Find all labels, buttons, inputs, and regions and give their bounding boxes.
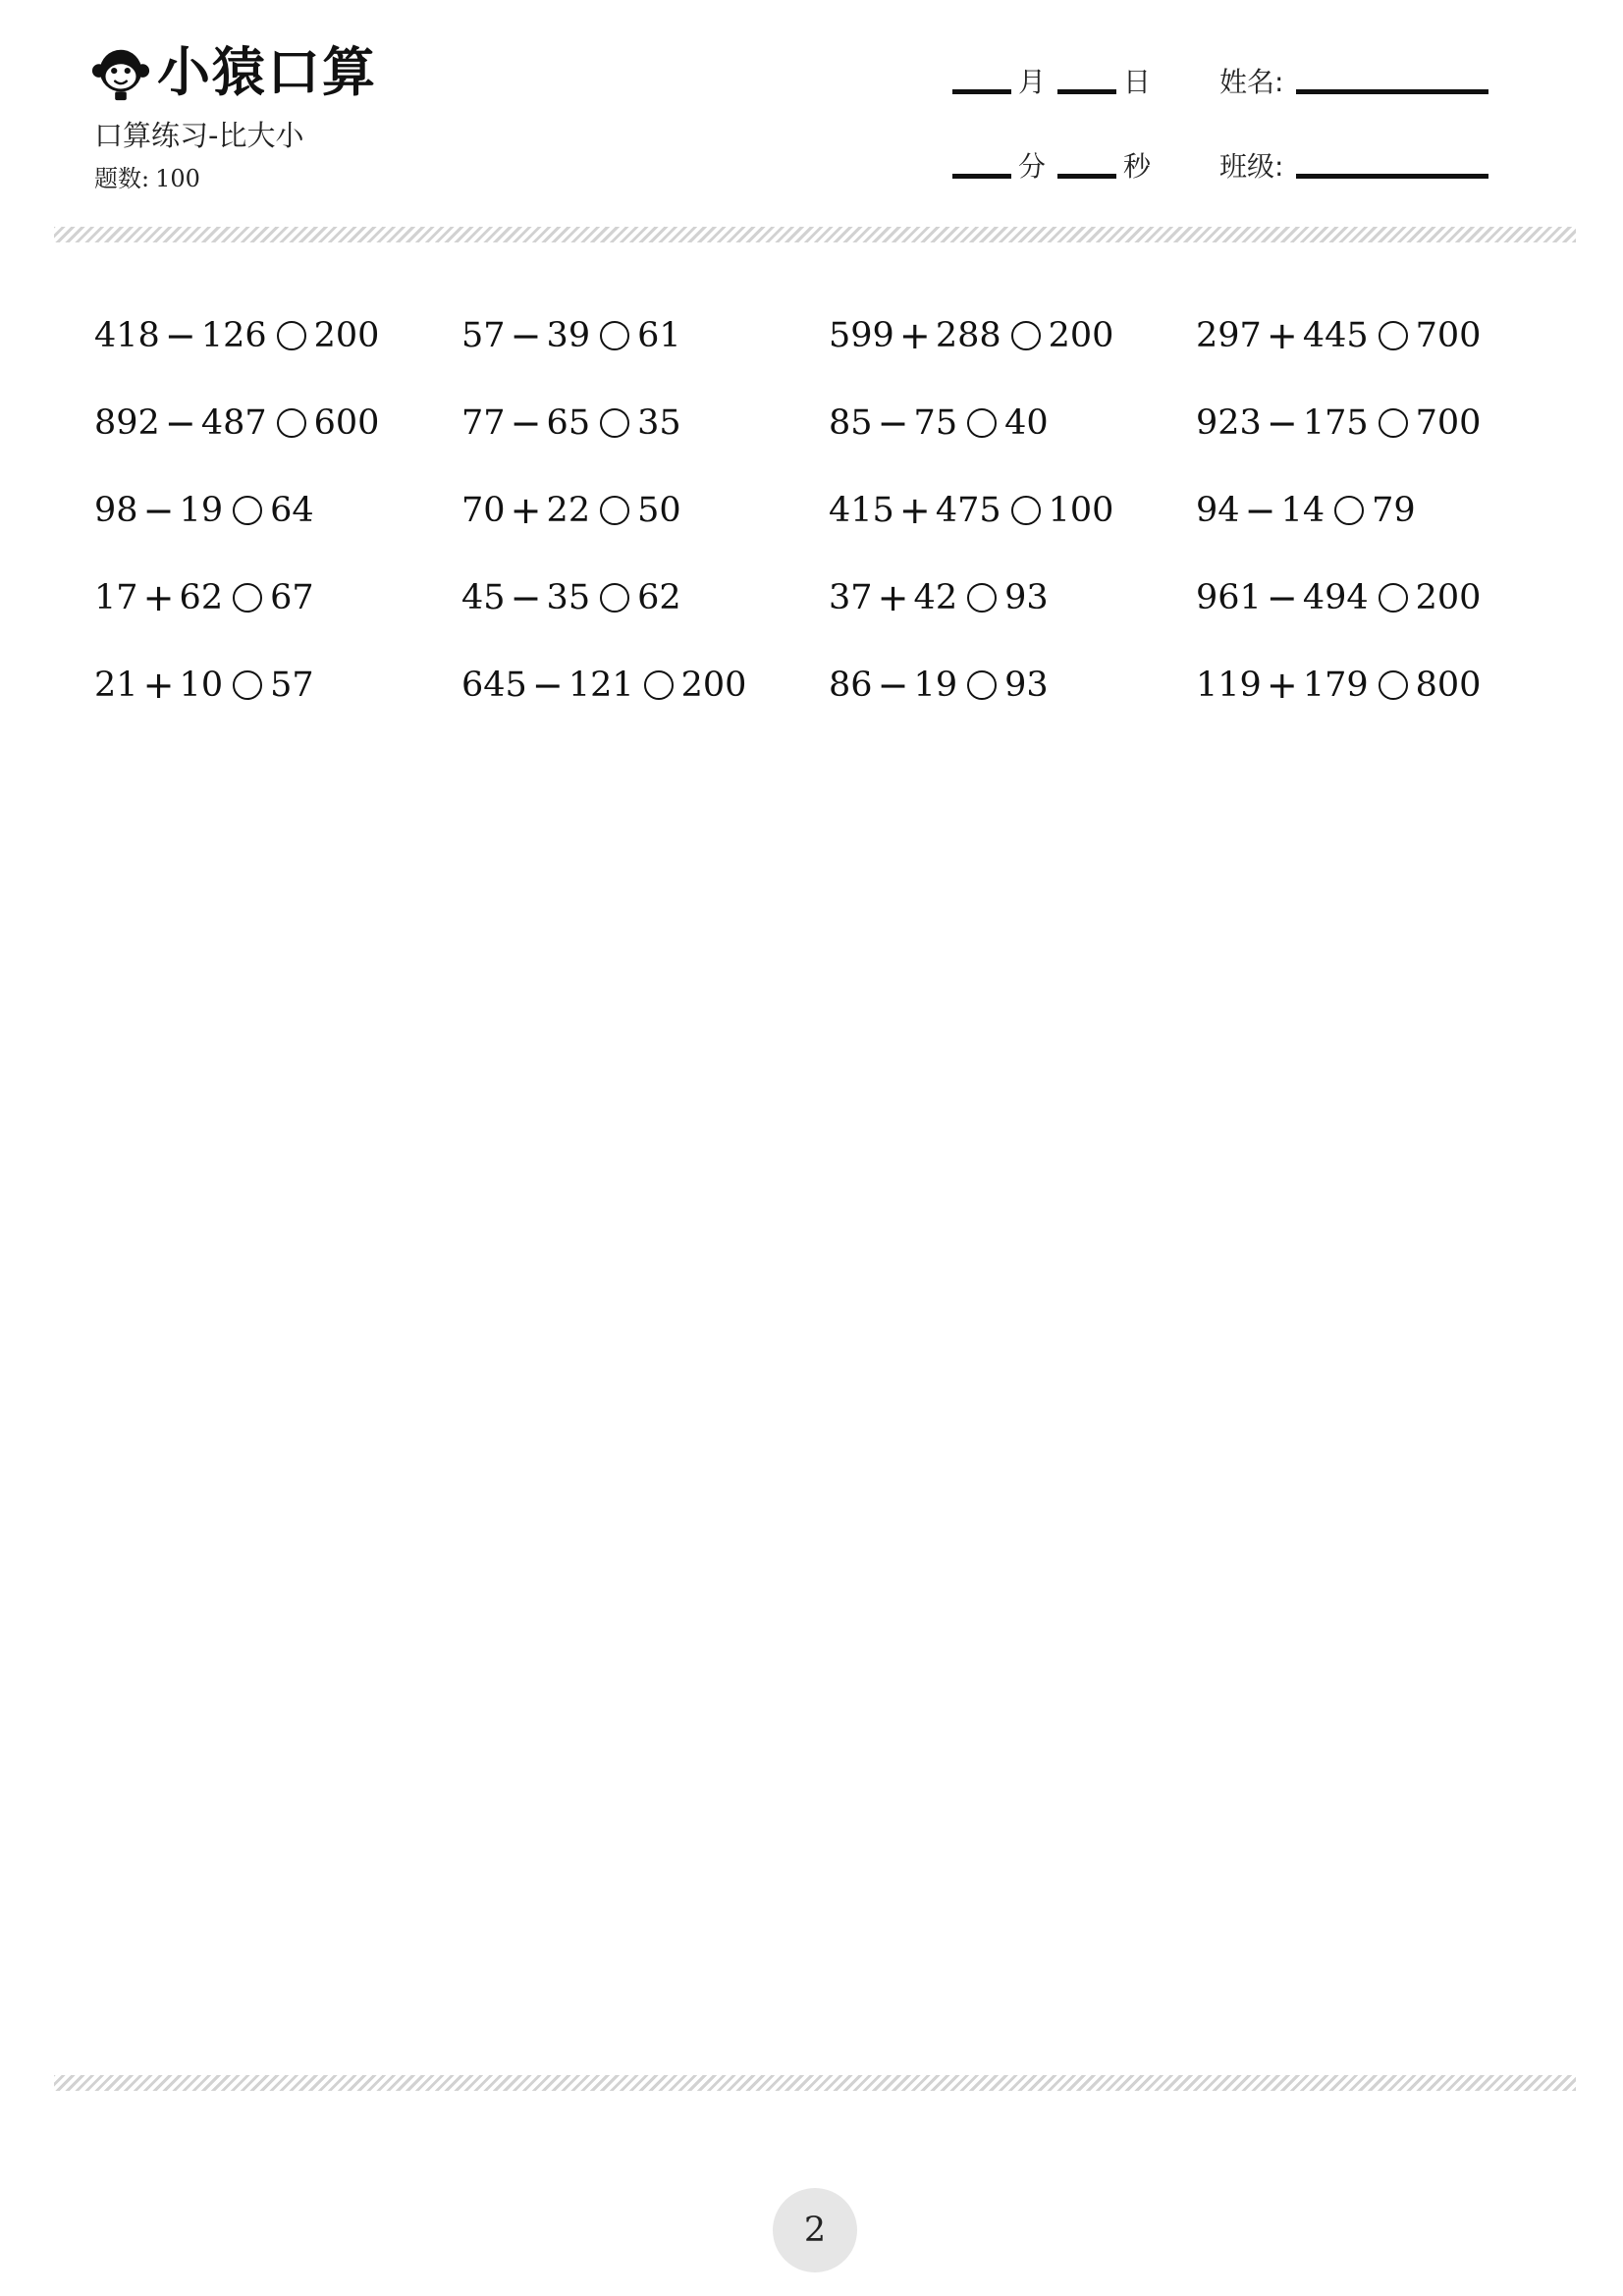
- operator: +: [898, 489, 931, 532]
- comparison-value: 600: [313, 403, 380, 443]
- problem-item: [829, 306, 1192, 365]
- comparison-value: 200: [313, 316, 380, 355]
- operator: +: [898, 314, 931, 357]
- comparison-value: 40: [1004, 403, 1049, 443]
- operand-a: 37: [829, 578, 873, 617]
- operator: +: [142, 664, 175, 707]
- problem-item: [94, 656, 458, 715]
- comparison-value: 50: [637, 491, 681, 530]
- logo-text: 小猿口算: [157, 41, 377, 103]
- problem-item: [1196, 481, 1559, 540]
- class-blank[interactable]: [1296, 174, 1488, 179]
- page-number: 2: [773, 2188, 857, 2272]
- monkey-face-icon: [90, 42, 151, 103]
- operand-a: 70: [461, 491, 506, 530]
- operand-a: 57: [461, 316, 506, 355]
- operator: −: [1244, 489, 1276, 532]
- problem-item: [461, 394, 825, 453]
- problem-count-label: 题数:: [94, 165, 150, 192]
- operand-b: 494: [1302, 578, 1369, 617]
- comparison-value: 64: [270, 491, 314, 530]
- problem-item: [461, 481, 825, 540]
- problem-item: [829, 394, 1192, 453]
- problem-item: [829, 481, 1192, 540]
- operand-b: 19: [913, 666, 958, 705]
- comparison-circle[interactable]: [967, 670, 997, 700]
- operand-a: 599: [829, 316, 894, 355]
- footer-divider: [54, 2075, 1576, 2091]
- operand-b: 22: [546, 491, 591, 530]
- operand-b: 19: [179, 491, 224, 530]
- comparison-value: 200: [1415, 578, 1482, 617]
- comparison-circle[interactable]: [600, 583, 629, 613]
- comparison-circle[interactable]: [644, 670, 674, 700]
- operand-b: 35: [546, 578, 591, 617]
- comparison-circle[interactable]: [600, 321, 629, 350]
- minute-label: 分: [1018, 150, 1047, 183]
- logo: [90, 35, 377, 110]
- problem-count: [94, 159, 200, 193]
- comparison-value: 93: [1004, 578, 1049, 617]
- comparison-circle[interactable]: [277, 321, 306, 350]
- comparison-circle[interactable]: [1011, 496, 1041, 525]
- operand-a: 297: [1196, 316, 1262, 355]
- operand-b: 10: [179, 666, 224, 705]
- comparison-circle[interactable]: [233, 496, 262, 525]
- comparison-circle[interactable]: [1011, 321, 1041, 350]
- problem-count-value: 100: [155, 165, 200, 192]
- month-blank[interactable]: [952, 89, 1011, 94]
- operand-a: 21: [94, 666, 138, 705]
- operator: −: [510, 401, 542, 445]
- operand-b: 288: [935, 316, 1001, 355]
- operand-a: 77: [461, 403, 506, 443]
- operator: +: [877, 576, 909, 619]
- operator: +: [1266, 314, 1298, 357]
- operator: +: [510, 489, 542, 532]
- comparison-circle[interactable]: [1379, 408, 1408, 438]
- operand-b: 14: [1280, 491, 1325, 530]
- problem-item: [1196, 394, 1559, 453]
- problem-item: [829, 656, 1192, 715]
- operand-b: 487: [200, 403, 267, 443]
- fill-in-fields: [952, 59, 1502, 196]
- operand-b: 475: [935, 491, 1001, 530]
- operand-b: 445: [1302, 316, 1369, 355]
- comparison-circle[interactable]: [600, 408, 629, 438]
- operand-a: 45: [461, 578, 506, 617]
- comparison-value: 67: [270, 578, 314, 617]
- operand-b: 121: [568, 666, 634, 705]
- operand-a: 119: [1196, 666, 1262, 705]
- month-label: 月: [1018, 66, 1047, 98]
- operand-b: 39: [546, 316, 591, 355]
- problem-item: [94, 394, 458, 453]
- operator: −: [510, 314, 542, 357]
- operand-a: 645: [461, 666, 527, 705]
- name-label: 姓名:: [1219, 66, 1284, 98]
- comparison-value: 200: [1048, 316, 1114, 355]
- operator: −: [164, 401, 196, 445]
- operator: −: [1266, 576, 1298, 619]
- operator: +: [1266, 664, 1298, 707]
- operand-a: 85: [829, 403, 873, 443]
- problems-grid: [94, 306, 1567, 758]
- worksheet-title: 口算练习-比大小: [94, 119, 304, 152]
- comparison-circle[interactable]: [1334, 496, 1364, 525]
- header-divider: [54, 227, 1576, 242]
- operand-a: 961: [1196, 578, 1262, 617]
- comparison-value: 200: [680, 666, 747, 705]
- second-label: 秒: [1123, 150, 1152, 183]
- comparison-circle[interactable]: [233, 670, 262, 700]
- problem-item: [461, 656, 825, 715]
- operator: −: [877, 401, 909, 445]
- comparison-value: 79: [1372, 491, 1416, 530]
- date-name-row: [952, 59, 1502, 106]
- day-label: 日: [1123, 66, 1152, 98]
- operand-b: 75: [913, 403, 958, 443]
- operand-a: 86: [829, 666, 873, 705]
- comparison-value: 62: [637, 578, 681, 617]
- operand-b: 42: [913, 578, 958, 617]
- minute-blank[interactable]: [952, 174, 1011, 179]
- comparison-value: 57: [270, 666, 314, 705]
- day-blank[interactable]: [1057, 89, 1116, 94]
- problem-item: [461, 306, 825, 365]
- problem-item: [1196, 306, 1559, 365]
- comparison-value: 800: [1415, 666, 1482, 705]
- operand-a: 17: [94, 578, 138, 617]
- comparison-value: 700: [1415, 403, 1482, 443]
- operand-b: 175: [1302, 403, 1369, 443]
- comparison-value: 61: [637, 316, 681, 355]
- comparison-circle[interactable]: [1379, 321, 1408, 350]
- operand-a: 892: [94, 403, 160, 443]
- operand-a: 415: [829, 491, 894, 530]
- operator: −: [1266, 401, 1298, 445]
- problem-item: [1196, 656, 1559, 715]
- operator: −: [510, 576, 542, 619]
- comparison-value: 100: [1048, 491, 1114, 530]
- comparison-circle[interactable]: [1379, 670, 1408, 700]
- operator: −: [531, 664, 564, 707]
- operand-a: 418: [94, 316, 160, 355]
- comparison-circle[interactable]: [1379, 583, 1408, 613]
- operand-a: 98: [94, 491, 138, 530]
- comparison-circle[interactable]: [967, 408, 997, 438]
- operand-a: 923: [1196, 403, 1262, 443]
- class-label: 班级:: [1219, 150, 1284, 183]
- operand-b: 65: [546, 403, 591, 443]
- comparison-circle[interactable]: [233, 583, 262, 613]
- second-blank[interactable]: [1057, 174, 1116, 179]
- problem-item: [1196, 568, 1559, 627]
- time-class-row: [952, 143, 1502, 190]
- problem-item: [829, 568, 1192, 627]
- operand-a: 94: [1196, 491, 1240, 530]
- operand-b: 62: [179, 578, 224, 617]
- operator: −: [877, 664, 909, 707]
- operand-b: 126: [200, 316, 267, 355]
- problem-item: [461, 568, 825, 627]
- operator: −: [142, 489, 175, 532]
- comparison-circle[interactable]: [967, 583, 997, 613]
- operator: +: [142, 576, 175, 619]
- comparison-circle[interactable]: [600, 496, 629, 525]
- comparison-value: 93: [1004, 666, 1049, 705]
- comparison-circle[interactable]: [277, 408, 306, 438]
- comparison-value: 35: [637, 403, 681, 443]
- problem-item: [94, 568, 458, 627]
- operator: −: [164, 314, 196, 357]
- comparison-value: 700: [1415, 316, 1482, 355]
- name-blank[interactable]: [1296, 89, 1488, 94]
- operand-b: 179: [1302, 666, 1369, 705]
- problem-item: [94, 481, 458, 540]
- problem-item: [94, 306, 458, 365]
